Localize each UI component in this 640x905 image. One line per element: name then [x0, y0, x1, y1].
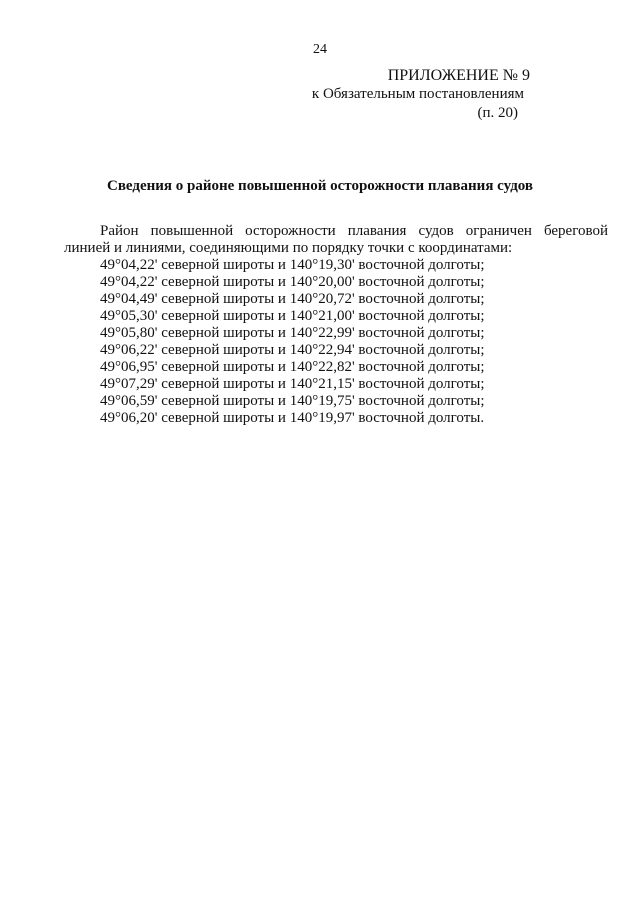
appendix-subtitle: к Обязательным постановлениям: [311, 86, 524, 102]
coordinate-item: 49°05,80' северной широты и 140°22,99' восточной долготы;: [100, 325, 485, 341]
coordinate-item: 49°06,59' северной широты и 140°19,75' восточной долготы;: [100, 393, 485, 409]
coordinate-item: 49°05,30' северной широты и 140°21,00' восточной долготы;: [100, 308, 485, 324]
document-body: [64, 223, 608, 427]
coordinate-item: 49°06,22' северной широты и 140°22,94' восточной долготы;: [100, 342, 485, 358]
appendix-header: [311, 66, 530, 123]
appendix-title: ПРИЛОЖЕНИЕ № 9: [387, 67, 530, 84]
coordinate-item: 49°04,22' северной широты и 140°20,00' восточной долготы;: [100, 274, 485, 290]
appendix-point: (п. 20): [477, 105, 518, 121]
intro-paragraph: Район повышенной осторожности плавания судов ограничен береговой линией и линиями, соединяющими по порядку точки с координатами:: [64, 223, 608, 256]
coordinates-list: [100, 257, 608, 427]
coordinate-item: 49°06,95' северной широты и 140°22,82' восточной долготы;: [100, 359, 485, 375]
coordinate-item: 49°04,22' северной широты и 140°19,30' восточной долготы;: [100, 257, 485, 273]
page-number: 24: [313, 42, 327, 57]
coordinate-item: 49°04,49' северной широты и 140°20,72' восточной долготы;: [100, 291, 485, 307]
coordinate-item: 49°06,20' северной широты и 140°19,97' восточной долготы.: [100, 410, 485, 426]
document-title: Сведения о районе повышенной осторожности плавания судов: [106, 178, 534, 194]
coordinate-item: 49°07,29' северной широты и 140°21,15' восточной долготы;: [100, 376, 485, 392]
